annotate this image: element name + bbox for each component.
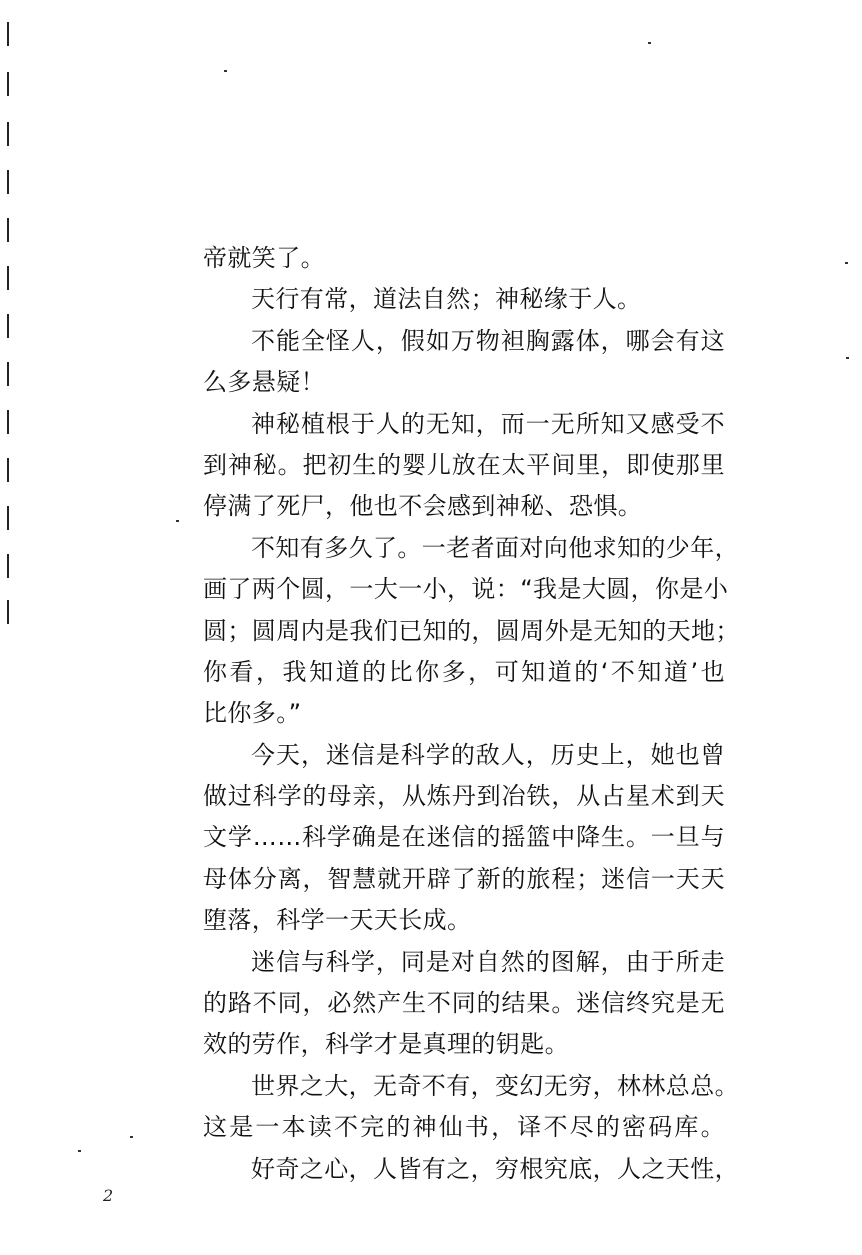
text-line: 停满了死尸，他也不会感到神秘、恐惧。 [203,492,643,521]
text-line: 这是一本读不完的神仙书，译不尽的密码库。 [203,1113,725,1142]
scan-speck [78,1150,81,1152]
scan-speck [648,42,651,44]
text-line: 么多悬疑！ [203,368,325,397]
text-line: 做过科学的母亲，从炼丹到冶铁，从占星术到天 [203,782,725,811]
text-line: 不知有多久了。一老者面对向他求知的少年， [251,533,739,562]
text-line: 迷信与科学，同是对自然的图解，由于所走 [251,947,725,976]
text-line: 今天，迷信是科学的敌人，历史上，她也曾 [251,740,725,769]
text-line: 比你多。” [203,699,302,728]
text-line: 天行有常，道法自然；神秘缘于人。 [251,285,642,314]
scan-speck [846,357,849,359]
page-number: 2 [103,1186,114,1205]
scan-speck [845,262,848,264]
scan-speck [130,1136,133,1138]
text-line: 帝就笑了。 [203,244,325,272]
text-line: 神秘植根于人的无知，而一无所知又感受不 [251,409,725,438]
text-line: 世界之大，无奇不有，变幻无穷，林林总总。 [251,1071,739,1100]
text-line: 到神秘。把初生的婴儿放在太平间里，即使那里 [203,450,725,479]
text-line: 文学……科学确是在迷信的摇篮中降生。一旦与 [203,823,725,852]
text-line: 画了两个圆，一大一小，说：“我是大圆，你是小 [203,575,729,604]
text-line: 好奇之心，人皆有之，穷根究底，人之天性， [251,1154,739,1183]
text-line: 效的劳作，科学才是真理的钥匙。 [203,1030,569,1059]
text-line: 母体分离，智慧就开辟了新的旅程；迷信一天天 [203,864,725,893]
body-text [203,238,740,1190]
text-line: 不能全怪人，假如万物袒胸露体，哪会有这 [251,326,725,355]
text-line: 的路不同，必然产生不同的结果。迷信终究是无 [203,989,725,1018]
binding-edge-marks [7,22,13,622]
scan-speck [176,520,179,522]
text-line: 你看，我知道的比你多，可知道的‘不知道’也 [203,657,725,686]
text-line: 圆；圆周内是我们已知的，圆周外是无知的天地； [203,616,740,645]
scan-speck [224,70,227,72]
text-line: 堕落，科学一天天长成。 [203,906,472,935]
